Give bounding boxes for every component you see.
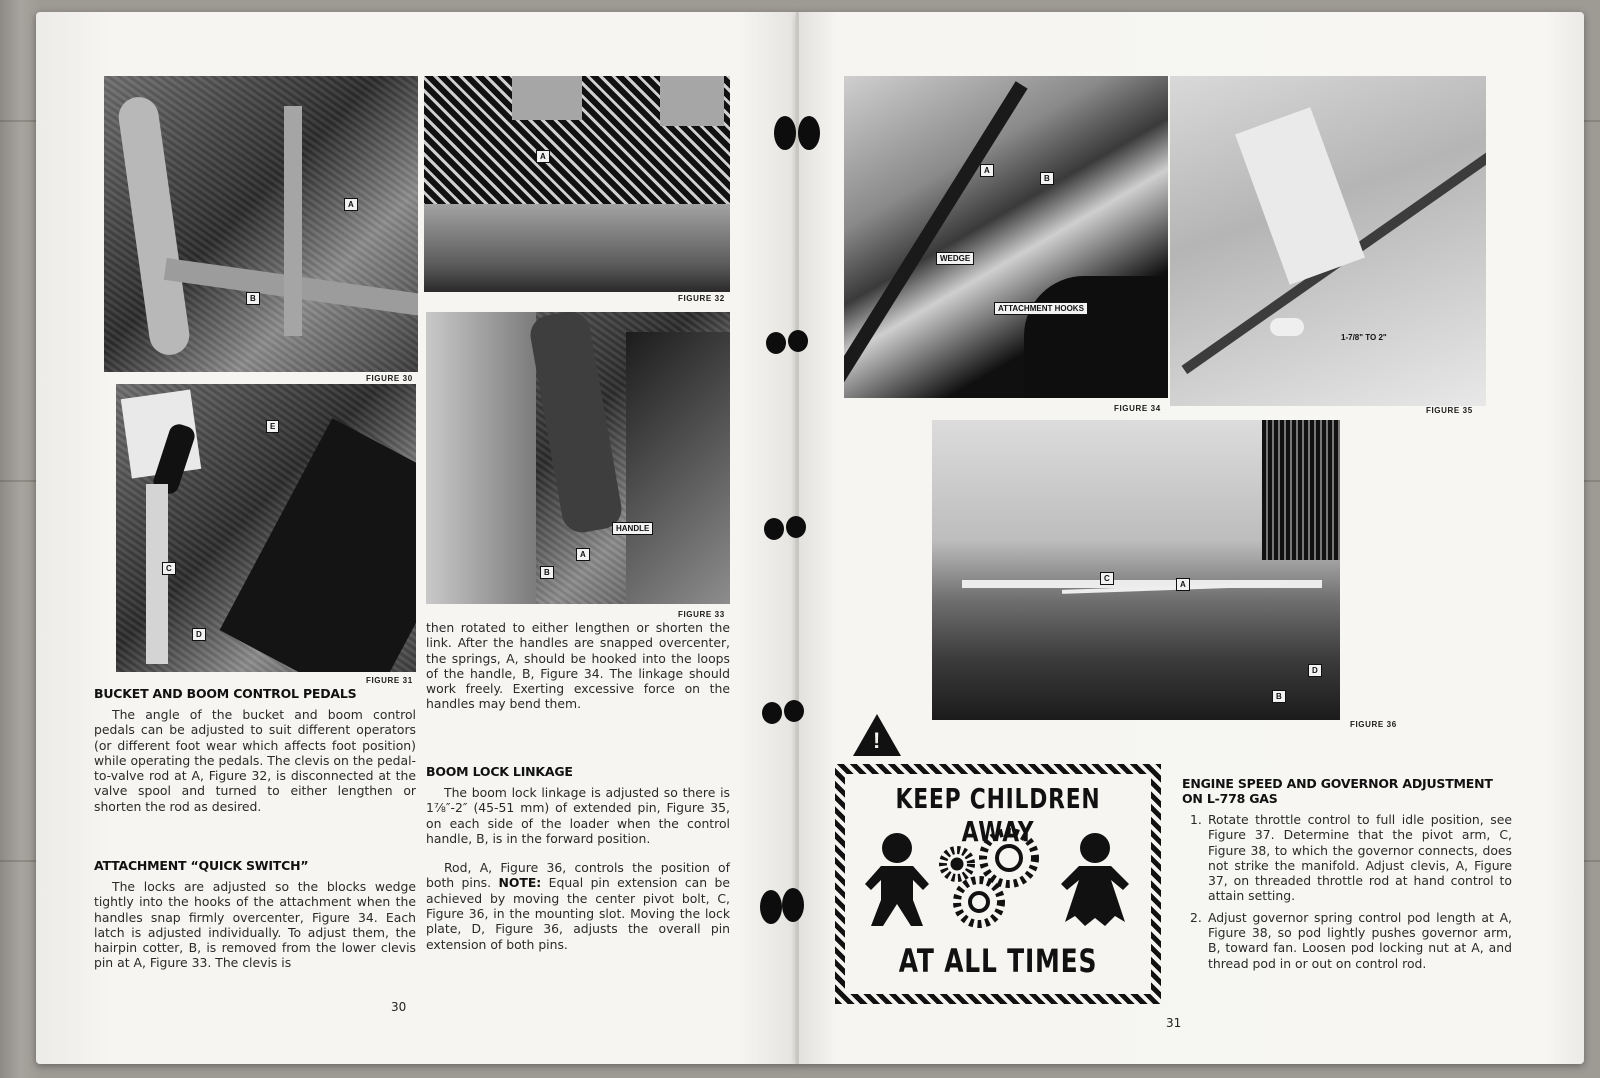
section-heading: BUCKET AND BOOM CONTROL PEDALS	[94, 686, 357, 701]
adjustment-steps	[1182, 812, 1512, 971]
figure-33-photo	[426, 312, 730, 604]
binding-hole	[798, 116, 820, 150]
figure-36-callout-d: D	[1308, 664, 1322, 677]
warning-sign-line2: AT ALL TIMES	[898, 942, 1098, 980]
figure-33-callout-a: A	[576, 548, 590, 561]
figure-31-photo	[116, 384, 416, 672]
figure-34-caption: FIGURE 34	[1114, 404, 1161, 413]
warning-sign-line1: KEEP CHILDREN AWAY	[895, 782, 1101, 848]
page-number-left: 30	[391, 1000, 407, 1014]
binding-hole	[760, 890, 782, 924]
figure-31-callout-c: C	[162, 562, 176, 575]
figure-33-callout-b: B	[540, 566, 554, 579]
step-item: 2. Adjust governor spring control pod length at A, Figure 38, so pod lightly pushes governor arm, B, toward fan. Loosen pod locking nut at A, and thread pod in or out on control rod.	[1190, 909, 1512, 971]
figure-34-callout-wedge: WEDGE	[936, 252, 974, 265]
right-page	[798, 12, 1584, 1064]
section-boom-lock-linkage	[426, 764, 730, 952]
figure-32-callout-a: A	[536, 150, 550, 163]
section-paragraph-note: Rod, A, Figure 36, controls the position of both pins. NOTE: Equal pin extension can be achieved by moving the center pivot bolt, C, Figure 36, in the mounting slot. Moving the lock plate, D, Figure 36, adjusts the overall pin extension of both pins.	[426, 860, 730, 952]
figure-32-caption: FIGURE 32	[678, 294, 725, 303]
section-paragraph: The angle of the bucket and boom control pedals can be adjusted to suit different operators (or different foot wear which affects foot position) while operating the pedals. The clevis on the pedal-to-valve rod at A, Figure 32, is disconnected at the valve spool and turned to either lengthen or shorten the rod as desired.	[94, 707, 416, 814]
warning-sign	[835, 764, 1161, 1004]
figure-35-callout-measurement: 1-7/8" TO 2"	[1341, 333, 1387, 342]
section-paragraph: The boom lock linkage is adjusted so there is 1⅞″-2″ (45-51 mm) of extended pin, Figure 35, on each side of the loader when the control handle, B, is in the forward position.	[426, 785, 730, 846]
figure-31-caption: FIGURE 31	[366, 676, 413, 685]
figure-30-callout-a: A	[344, 198, 358, 211]
section-paragraph: The locks are adjusted so the blocks wedge tightly into the hooks of the attachment when the handles snap firmly overcenter, Figure 34. Each latch is adjusted individually. To adjust them, the hairpin cotter, B, is removed from the lower clevis pin at A, Figure 33. The clevis is	[94, 879, 416, 971]
girl-figure-icon	[1061, 833, 1129, 926]
figure-36-callout-b: B	[1272, 690, 1286, 703]
figure-36-callout-a: A	[1176, 578, 1190, 591]
binding-hole	[786, 516, 806, 538]
figure-33-caption: FIGURE 33	[678, 610, 725, 619]
binding-hole	[762, 702, 782, 724]
binding-hole	[774, 116, 796, 150]
figure-34-callout-b: B	[1040, 172, 1054, 185]
figure-34-photo	[844, 76, 1168, 398]
children-gears-illustration	[859, 826, 1141, 936]
figure-36-photo	[932, 420, 1340, 720]
figure-30-caption: FIGURE 30	[366, 374, 413, 383]
section-heading: BOOM LOCK LINKAGE	[426, 764, 573, 779]
section-heading: ATTACHMENT “QUICK SWITCH”	[94, 858, 309, 873]
left-page	[36, 12, 798, 1064]
figure-35-caption: FIGURE 35	[1426, 406, 1473, 415]
section-heading-line2: ON L-778 GAS	[1182, 791, 1278, 806]
binding-hole	[766, 332, 786, 354]
figure-34-callout-attachment-hooks: ATTACHMENT HOOKS	[994, 302, 1088, 315]
section-bucket-boom-pedals	[94, 686, 416, 814]
section-heading-line1: ENGINE SPEED AND GOVERNOR ADJUSTMENT	[1182, 776, 1493, 791]
figure-31-callout-d: D	[192, 628, 206, 641]
section-paragraph: then rotated to either lengthen or shorten the link. After the handles are snapped overcenter, the springs, A, should be hooked into the loops of the handle, B, Figure 34. The linkage should work freely. Exerting excessive force on the handles may bend them.	[426, 620, 730, 712]
section-quick-switch-continued	[426, 620, 730, 712]
section-engine-speed-governor	[1182, 776, 1512, 977]
figure-33-callout-handle: HANDLE	[612, 522, 653, 535]
figure-30-photo	[104, 76, 418, 372]
figure-36-callout-c: C	[1100, 572, 1114, 585]
figure-32-photo	[424, 76, 730, 292]
binding-hole	[764, 518, 784, 540]
open-manual	[36, 12, 1584, 1072]
figure-31-callout-e: E	[266, 420, 279, 433]
step-item: 1. Rotate throttle control to full idle position, see Figure 37. Determine that the pivot arm, C, Figure 38, to which the governor connects, does not strike the manifold. Adjust clevis, A, Figure 37, on threaded throttle rod at hand control to attain setting.	[1190, 812, 1512, 904]
section-quick-switch	[94, 858, 416, 971]
figure-30-callout-b: B	[246, 292, 260, 305]
figure-34-callout-a: A	[980, 164, 994, 177]
page-number-right: 31	[1166, 1016, 1182, 1030]
binding-hole	[784, 700, 804, 722]
boy-figure-icon	[865, 833, 929, 926]
binding-hole	[782, 888, 804, 922]
gears-icon	[943, 832, 1035, 924]
figure-35-photo	[1170, 76, 1486, 406]
figure-36-caption: FIGURE 36	[1350, 720, 1397, 729]
note-label: NOTE:	[498, 875, 542, 891]
exclamation-icon: !	[873, 728, 881, 753]
binding-hole	[788, 330, 808, 352]
